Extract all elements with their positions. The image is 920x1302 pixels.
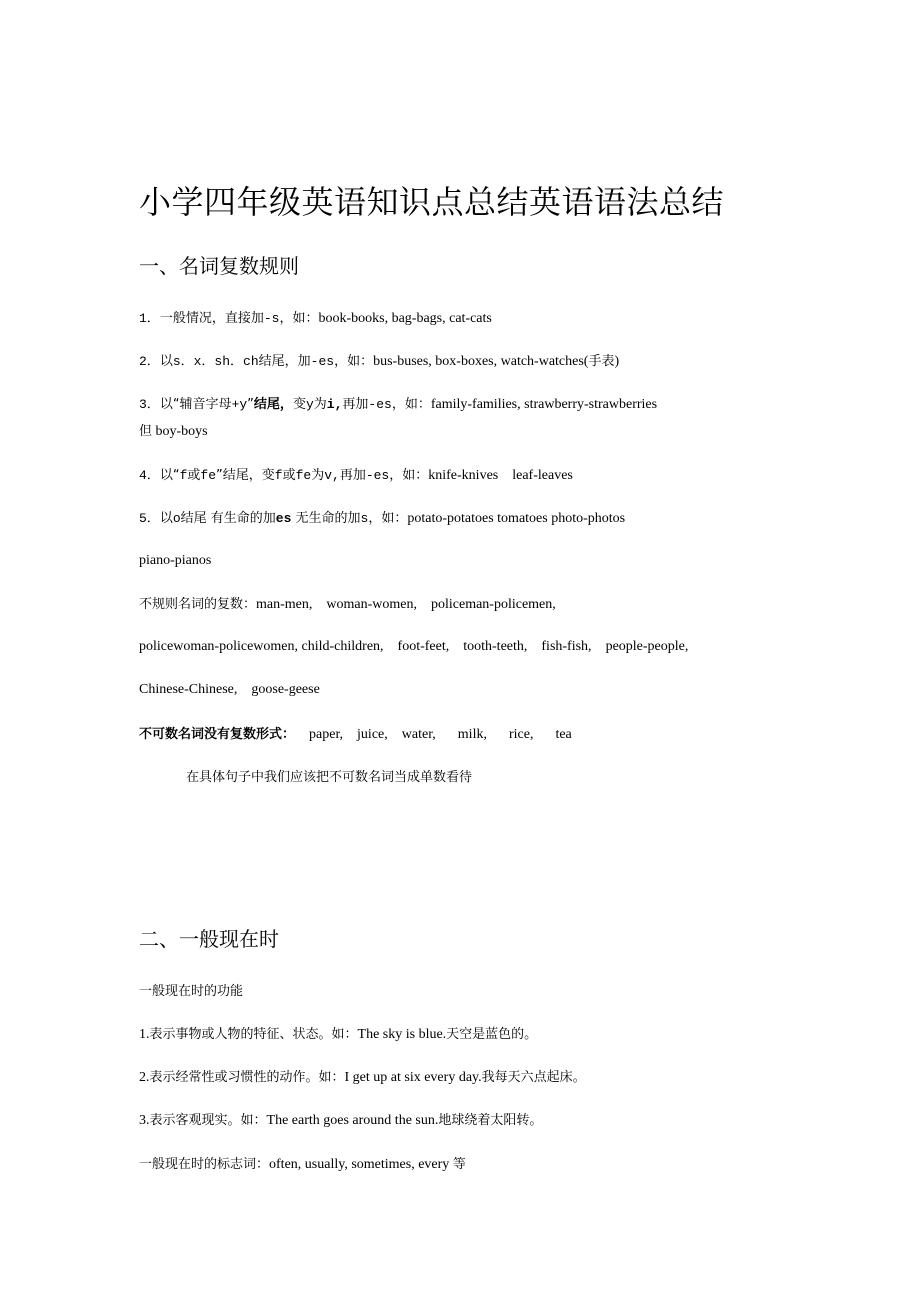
irregular-plurals-line-3: Chinese-Chinese, goose-geese	[139, 682, 320, 697]
function-1: 1.表示事物或人物的特征、状态。如：The sky is blue.天空是蓝色的。	[139, 1027, 538, 1042]
rule-3: 3．以“辅音字母+y”结尾，变y为i,再加-es，如：family-families, strawberry-strawberries	[139, 397, 658, 412]
signal-words: 一般现在时的标志词：often, usually, sometimes, every 等	[139, 1157, 466, 1172]
rule-4: 4．以“f或fe”结尾，变f或fe为v,再加-es，如：knife-knives leaf-leaves	[139, 468, 573, 483]
irregular-plurals-line-2: policewoman-policewomen, child-children, foot-feet, tooth-teeth, fish-fish, people-people,	[139, 639, 689, 654]
irregular-plurals-label: 不规则名词的复数：	[139, 597, 257, 612]
section-heading-plural-rules: 一、名词复数规则	[139, 254, 299, 278]
rule-5-continuation: piano-pianos	[139, 553, 212, 568]
uncountable-note: 在具体句子中我们应该把不可数名词当成单数看待	[186, 770, 473, 785]
rule-3-continuation: 但 boy-boys	[139, 424, 208, 439]
rule-1: 1．一般情况，直接加-s，如：book-books, bag-bags, cat-cats	[139, 311, 492, 326]
section-heading-simple-present: 二、一般现在时	[139, 927, 279, 951]
uncountable-nouns-label: 不可数名词没有复数形式：	[139, 727, 296, 742]
functions-label: 一般现在时的功能	[139, 984, 244, 999]
rule-5: 5．以o结尾 有生命的加es 无生命的加s，如：potato-potatoes tomatoes photo-photos	[139, 511, 626, 526]
rule-number: 1．	[139, 311, 160, 326]
rule-2: 2．以s．x．sh．ch结尾，加-es，如：bus-buses, box-boxes, watch-watches(手表)	[139, 354, 620, 369]
uncountable-nouns-line: 不可数名词没有复数形式： paper, juice, water, milk, rice, tea	[139, 727, 572, 742]
page-title: 小学四年级英语知识点总结英语语法总结	[139, 183, 725, 221]
function-2: 2.表示经常性或习惯性的动作。如：I get up at six every day.我每天六点起床。	[139, 1070, 586, 1085]
irregular-plurals-line-1: 不规则名词的复数：man-men, woman-women, policeman-policemen,	[139, 597, 556, 612]
function-3: 3.表示客观现实。如：The earth goes around the sun.地球绕着太阳转。	[139, 1113, 543, 1128]
